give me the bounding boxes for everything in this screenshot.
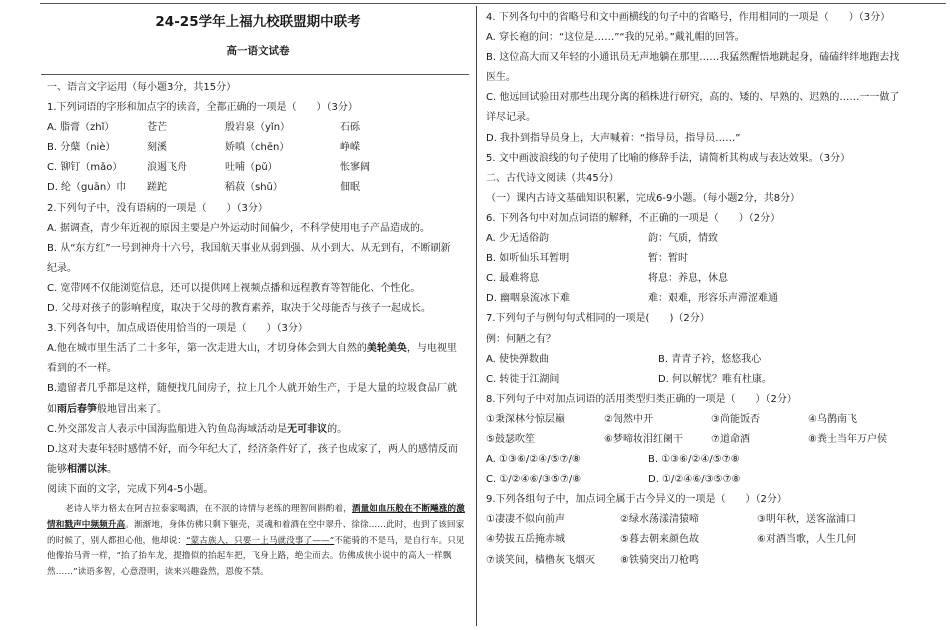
q3-a-idiom: 美轮美奂 [366,343,407,355]
question-3-option-b-line2 [47,400,469,420]
question-2-option-d: D. 父母对孩子的影响程度，取决于父母的教育素养，取决于父母能否与孩子一起成长。 [47,303,432,315]
exam-title: 24-25学年上福九校联盟期中联考 [155,14,361,30]
question-3-option-a-line1 [47,339,469,359]
q1-a-term1: A. 脂膏（zhǐ） [47,122,115,134]
q1-b-term3: 娇嗔（chēn） [225,142,290,154]
passage-wavy-sentence: 酒量如血压般在不断飚涨的激情和戮声中频频升高 [47,503,465,530]
top-border [40,3,946,4]
q9-item-8: ⑧铁骑突出刀枪鸣 [620,554,699,566]
section-heading-2: 二、古代诗文阅读（共45分） [486,172,619,184]
q8-item-4: ④乌鹊南飞 [808,413,857,425]
q1-c-term3: 吐哺（pǔ） [225,162,278,174]
column-divider [476,6,477,626]
q6-b-gloss: 暂：暂时 [648,253,688,265]
question-2-option-b-line2: 纪录。 [47,262,77,274]
question-8-options-cd [486,470,938,490]
question-4-option-c-line2: 详尽记录。 [486,112,536,124]
exam-subtitle: 高一语文试卷 [226,45,290,57]
reading-intro: 阅读下面的文字，完成下列4-5小题。 [47,483,214,495]
question-2-option-c: C. 宽带网不仅能浏览信息，还可以提供网上视频点播和远程教育等智能化、个性化。 [47,282,421,294]
q7-option-c: C. 转徙于江湖间 [486,373,560,385]
question-4-stem: 4. 下列各句中的省略号和文中画横线的句子中的省略号，作用相同的一项是（ ）（3分） [486,12,891,23]
question-8-items-row2 [486,430,938,450]
q9-item-5: ⑤暮去朝来颜色故 [620,534,699,546]
question-3-option-d-line1: D.这对夫妻年轻时感情不好，而今年纪大了，经济条件好了，孩子也成家了，两人的感情反而 [47,443,458,455]
question-3-option-a-line2: 看到的不一样。 [47,363,117,375]
q1-d-term2: 蹉跎 [147,182,167,194]
q6-d-sentence: D. 幽咽泉流冰下难 [486,293,571,305]
q3-b-text: 如 [47,403,57,415]
q8-item-3: ③尚能饭否 [711,413,760,425]
question-5-stem: 5. 文中画波浪线的句子使用了比喻的修辞手法，请简析其构成与表达效果。（3分） [486,152,851,164]
passage-underlined-sentence: “蒙古族人，只要一上马就没事了——” [186,535,335,546]
q1-c-term2: 浪遏飞舟 [147,162,187,174]
q8-item-1: ①秉深林兮惊层巅 [486,413,565,425]
q8-item-2: ②訇然中开 [604,413,653,425]
question-9-stem: 9.下列各组句子中，加点词全属于古今异义的一项是（ ）（2分） [486,494,787,506]
question-4-option-b-line2: 医生。 [486,72,516,84]
q3-d-idiom: 相濡以沫 [67,463,107,475]
q3-a-text-end: ，与电视里 [406,343,457,355]
q6-d-gloss: 难：艰难，形容乐声滞涩难通 [648,293,778,305]
q1-a-term4: 石砾 [340,122,360,134]
q6-a-sentence: A. 少无适俗韵 [486,233,550,245]
question-6-option-b [486,249,938,269]
q1-a-term3: 殷岩泉（yǐn） [225,122,291,134]
question-6-stem: 6. 下列各句中对加点词语的解释，不正确的一项是（ ）（2分） [486,212,781,224]
question-3-option-d-line2 [47,460,469,480]
q8-option-c: C. ①/②④⑥/③⑤⑦/⑧ [486,474,582,486]
q9-item-6: ⑥对酒当歌，人生几何 [757,534,856,546]
question-2-option-a: A. 据调查，青少年近视的原因主要是户外运动时间偏少，不科学使用电子产品造成的。 [47,222,431,234]
q6-c-gloss: 将息：养息，休息 [648,273,728,285]
question-3-option-c [47,420,469,440]
subsection-heading-1: （一）课内古诗文基础知识积累，完成6-9小题。（每小题2分，共8分） [486,192,801,204]
question-7-stem: 7.下列句子与例句句式相同的一项是( )（2分） [486,313,710,325]
q7-option-a: A. 使快弹数曲 [486,353,550,365]
passage-text-3: 不能骑的不是马，是自行车。只见他像抬马背一样，“抬了抬车龙，提撸似的抬起车把，飞身上路，绝尘而去。仿佛成侠小说中的高人一样飘然……”读语多智，心意澄明，读来兴趣盎然，恩俊不禁。 [47,535,465,578]
question-8-items-row1 [486,410,938,430]
q9-item-4: ④势拔五岳掩赤城 [486,534,565,546]
q9-item-1: ①凄凄不似向前声 [486,514,565,526]
q8-item-8: ⑧粪土当年万户侯 [808,433,887,445]
question-7-example: 例：何陋之有？ [486,333,556,345]
q3-b-idiom: 雨后春笋 [57,403,97,415]
question-2-option-b-line1: B. 从“东方红”一号到神舟十六号，我国航天事业从弱到强、从小到大、从无到有，不断刷新 [47,242,451,254]
question-1-option-d [47,178,469,198]
q6-a-gloss: 韵：气质，情致 [648,233,718,245]
question-6-option-c [486,269,938,289]
reading-passage [47,502,469,581]
q8-option-d: D. ①/②④⑥/③⑤⑦⑧ [648,474,741,486]
question-1-option-a [47,118,469,138]
q1-b-term4: 峥嵘 [340,142,360,154]
q9-item-3: ③明年秋，送客湓浦口 [757,514,856,526]
passage-text-1: 老诗人毕力格太在阿吉拉泰家喝酒，在不泯的诗情与老练的理智间斟酌着， [65,503,352,514]
right-column [486,8,938,571]
q8-option-a: A. ①③⑥/②④/⑤⑦/⑧ [486,454,581,466]
question-6-option-d [486,289,938,309]
question-6-option-a [486,229,938,249]
q1-d-term4: 佃眠 [340,182,360,194]
q1-c-term1: C. 铆钉（mǎo） [47,162,123,174]
question-4-option-c-line1: C. 他远回试验田对那些出现分离的稻株进行研究，高的、矮的、早熟的、迟熟的……一一做了 [486,92,900,104]
question-9-items-row2 [486,530,938,550]
left-column [47,8,469,581]
question-1-option-c [47,158,469,178]
q1-a-term2: 苍芒 [147,122,167,134]
q3-c-text: C.外交部发言人表示中国海监船进入钓鱼岛海域活动是 [47,423,288,435]
question-4-option-d: D. 我扑到指导员身上，大声喊着：“指导员，指导员……” [486,132,741,144]
q8-option-b: B. ①③⑥/②④/⑤⑦⑧ [648,454,740,466]
question-8-options-ab [486,450,938,470]
q7-option-b: B. 青青子衿，悠悠我心 [658,353,762,365]
q8-item-5: ⑤鼓瑟吹笙 [486,433,535,445]
q9-item-7: ⑦谈笑间，樯橹灰飞烟灭 [486,554,595,566]
question-1-option-b [47,138,469,158]
q1-d-term3: 稻菽（shū） [225,182,283,194]
question-1-stem: 1.下列词语的字形和加点字的读音，全都正确的一项是（ ）（3分） [47,102,358,114]
question-3-stem: 3.下列各句中，加点成语使用恰当的一项是（ ）（3分） [47,323,308,335]
question-3-option-b-line1: B.遗留者几乎都是这样，随便找几间房子，拉上几个人就开始生产，于是大量的垃圾食品厂就 [47,383,458,395]
q6-c-sentence: C. 最难将息 [486,273,540,285]
q8-item-6: ⑥梦啼妆泪红阑干 [604,433,683,445]
section-heading-1: 一、语言文字运用（每小题3分，共15分） [47,82,237,93]
question-9-items-row1 [486,510,938,530]
question-4-option-a: A. 穿长袍的问：“这位是……”“我的兄弟。”戴礼帽的回答。 [486,32,745,44]
q3-b-text-end: 般地冒出来了。 [97,403,167,415]
q1-c-term4: 怅寥阔 [340,162,370,174]
question-7-options-ab [486,350,938,370]
q1-d-term1: D. 纶（guān）巾 [47,182,127,194]
q9-item-2: ②绿水荡漾清猿啼 [620,514,699,526]
q7-option-d: D. 何以解忧？唯有杜康。 [658,373,773,385]
q1-b-term2: 刻溪 [147,142,167,154]
passage-text-2: 。渐渐地，身体仿佛只剩下躯壳，灵魂和着酒在空中翠升、徐徐……此时，也到了该回家的时候了，别人都担心他，他却说： [47,519,465,546]
question-4-option-b-line1: B. 这位高大而又年轻的小通讯员无声地躺在那里……我猛然醒悟地跳起身，磕磕绊绊地跑去找 [486,52,900,64]
header-rule [41,74,469,75]
question-2-stem: 2.下列句子中，没有语病的一项是（ ）（3分） [47,202,268,214]
question-9-items-row3 [486,551,938,571]
q1-b-term1: B. 分蘖（niè） [47,142,116,154]
question-8-stem: 8.下列句子中对加点词语的活用类型归类正确的一项是（ ）（2分） [486,393,797,405]
q3-c-idiom: 无可非议 [287,423,328,435]
q3-a-text: A.他在城市里生活了二十多年，第一次走进大山，才切身体会到大自然的 [47,343,367,355]
question-7-options-cd [486,370,938,390]
q6-b-sentence: B. 如听仙乐耳暂明 [486,253,570,265]
q3-d-text-end: 。 [107,463,117,475]
q3-d-text: 能够 [47,463,67,475]
q8-item-7: ⑦道命酒 [711,433,750,445]
q3-c-text-end: 的。 [327,423,348,435]
